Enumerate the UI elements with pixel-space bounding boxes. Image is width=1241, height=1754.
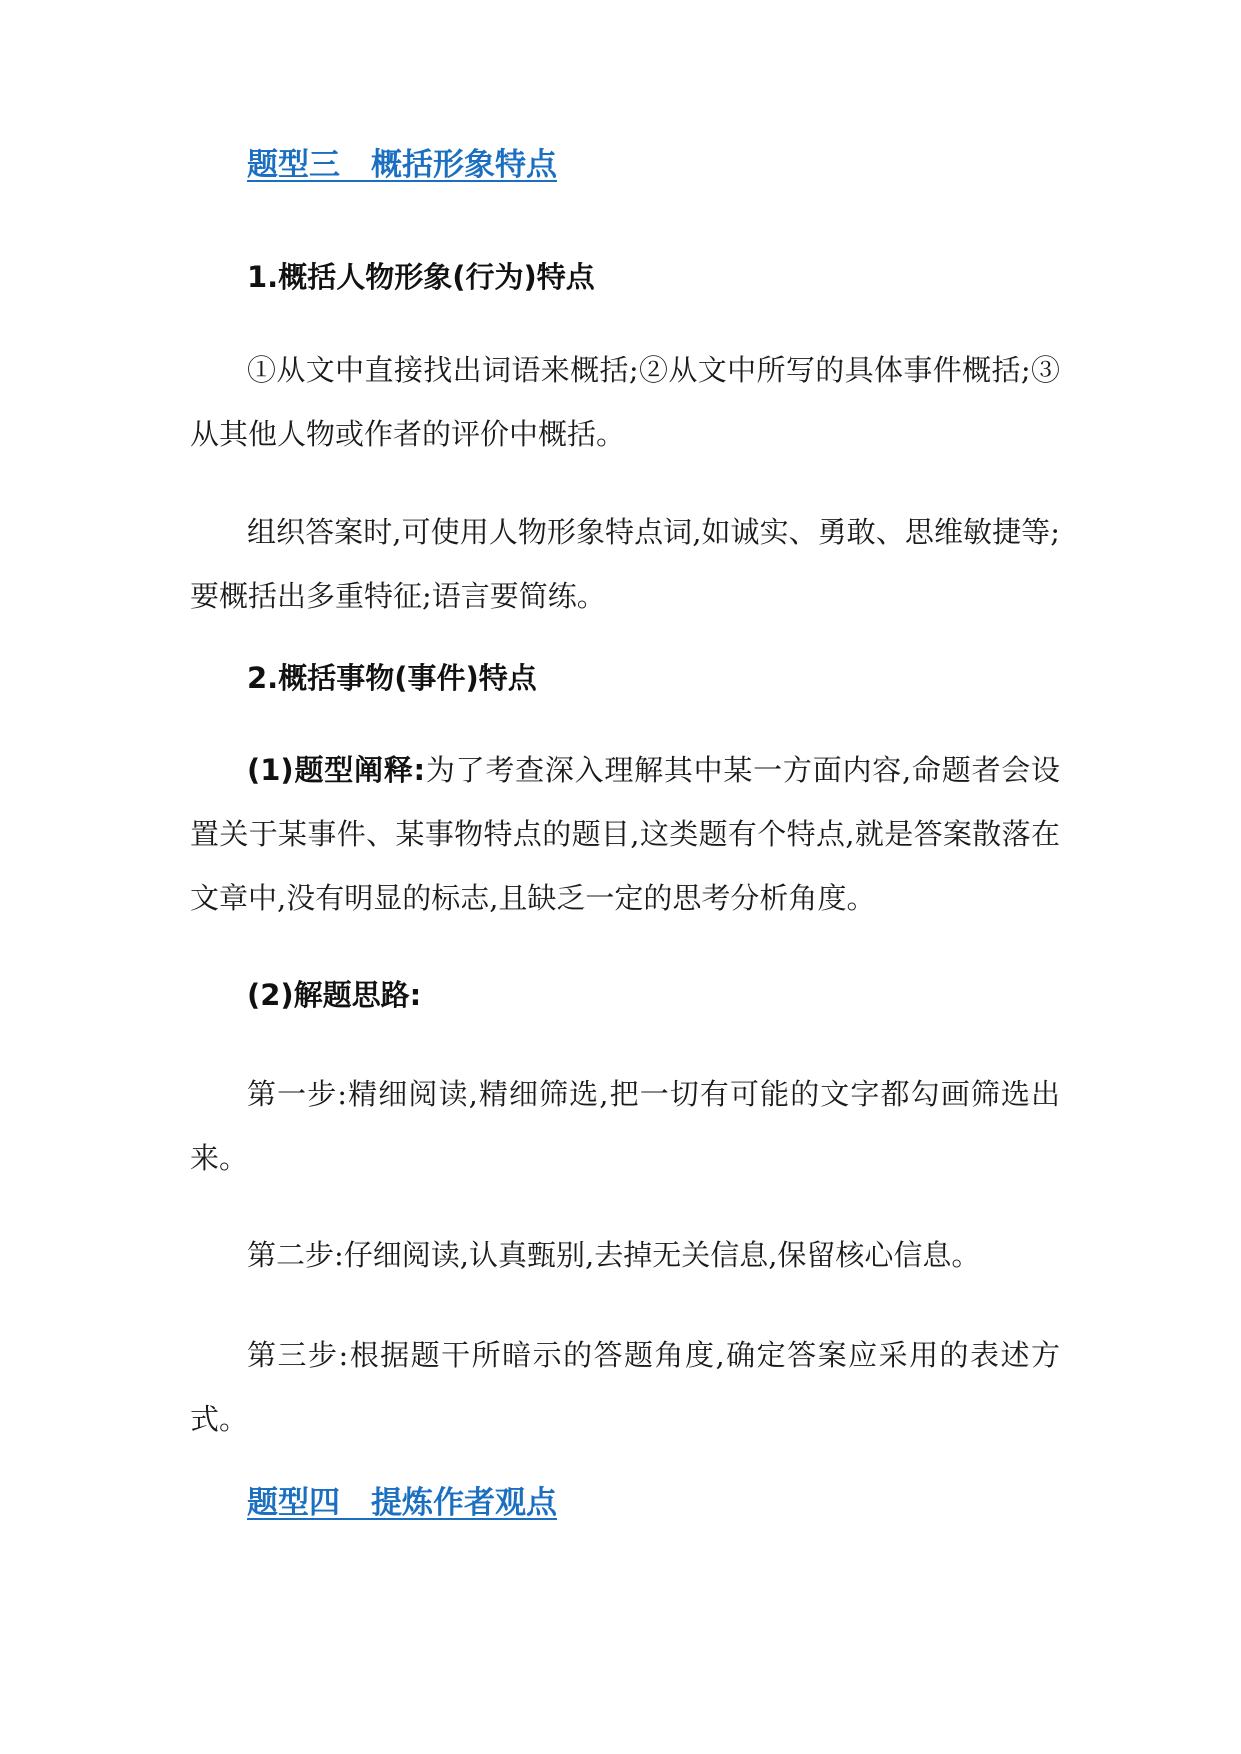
paragraph-approach-label	[190, 963, 1060, 1027]
paragraph-question-explanation	[190, 738, 1060, 930]
paragraph-answer-organization: 组织答案时,可使用人物形象特点词,如诚实、勇敢、思维敏捷等;要概括出多重特征;语言要简练。	[190, 515, 1060, 613]
subheading-character-traits: 1.概括人物形象(行为)特点	[247, 260, 595, 294]
approach-label: (2)解题思路:	[247, 978, 422, 1012]
explain-label: (1)题型阐释:	[247, 753, 426, 787]
paragraph-step-two: 第二步:仔细阅读,认真甄别,去掉无关信息,保留核心信息。	[247, 1238, 981, 1272]
section-heading-type3: 题型三 概括形象特点	[247, 147, 557, 183]
subheading-event-traits: 2.概括事物(事件)特点	[247, 661, 537, 695]
paragraph-step-three: 第三步:根据题干所暗示的答题角度,确定答案应采用的表述方式。	[190, 1338, 1060, 1436]
paragraph-step-one: 第一步:精细阅读,精细筛选,把一切有可能的文字都勾画筛选出来。	[190, 1077, 1060, 1175]
paragraph-summary-methods: ①从文中直接找出词语来概括;②从文中所写的具体事件概括;③从其他人物或作者的评价中概括。	[190, 353, 1060, 451]
explain-text: 为了考查深入理解其中某一方面内容,命题者会设置关于某事件、某事物特点的题目,这类题有个特点,就是答案散落在文章中,没有明显的标志,且缺乏一定的思考分析角度。	[190, 753, 1060, 915]
section-heading-type4: 题型四 提炼作者观点	[247, 1485, 557, 1521]
